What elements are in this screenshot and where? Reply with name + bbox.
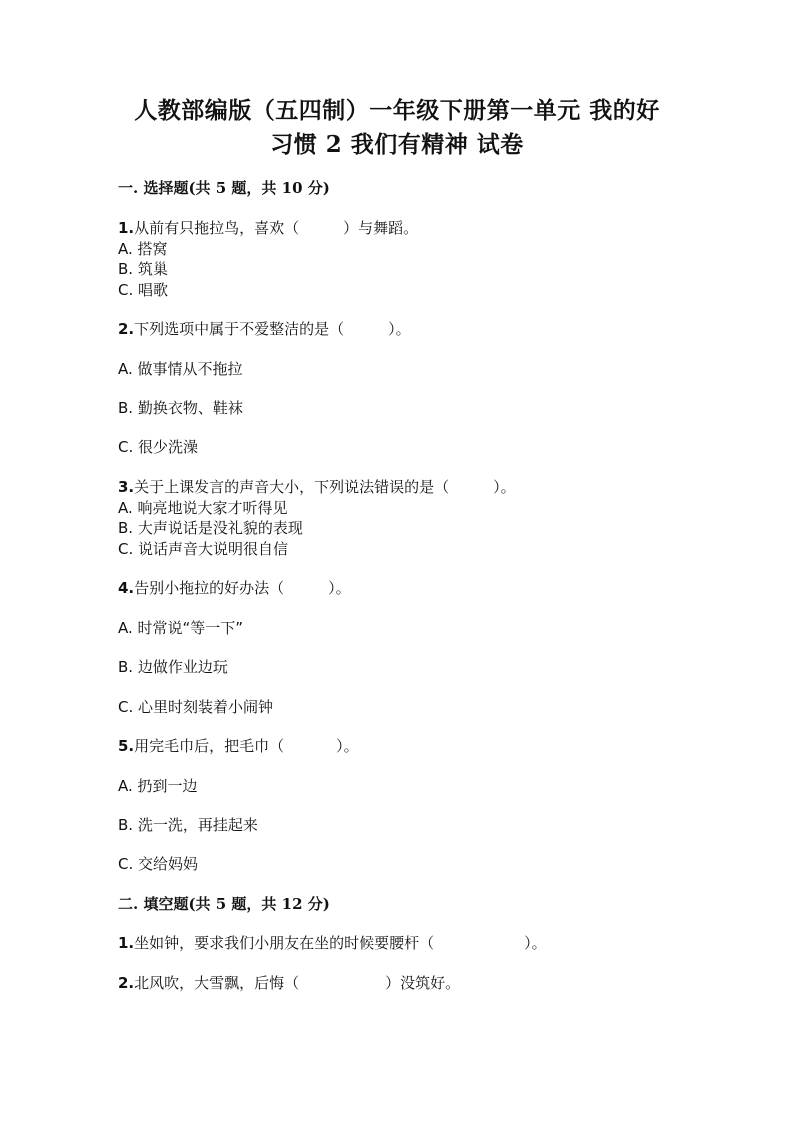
- option-c: C. 心里时刻装着小闹钟: [118, 698, 274, 716]
- question-text: 坐如钟，要求我们小朋友在坐的时候要腰杆（: [134, 934, 435, 952]
- option-c: C. 说话声音大说明很自信: [118, 540, 289, 558]
- question-stem: [118, 933, 547, 953]
- option-a: A. 扔到一边: [118, 777, 198, 795]
- question-text: 北风吹，大雪飘，后悔（: [134, 974, 300, 992]
- option-a: A. 搭窝: [118, 240, 168, 258]
- question-text-end: ）。: [493, 478, 516, 496]
- option-c: C. 交给妈妈: [118, 855, 199, 873]
- option-b: B. 边做作业边玩: [118, 658, 228, 676]
- option-a: A. 时常说“等一下”: [118, 619, 244, 637]
- question-number: 1.: [118, 934, 135, 952]
- question-text-end: ）。: [524, 934, 547, 952]
- question-text-end: ）没筑好。: [385, 974, 461, 992]
- question-text: 从前有只拖拉鸟，喜欢（: [134, 219, 300, 237]
- question-stem: [118, 578, 351, 598]
- question-text: 用完毛巾后，把毛巾（: [134, 737, 285, 755]
- question-text: 告别小拖拉的好办法（: [134, 579, 285, 597]
- option-b: B. 勤换衣物、鞋袜: [118, 399, 243, 417]
- question-text: 下列选项中属于不爱整洁的是（: [134, 320, 345, 338]
- question-text-end: ）。: [328, 579, 351, 597]
- option-c: C. 唱歌: [118, 281, 169, 299]
- option-a: A. 做事情从不拖拉: [118, 360, 243, 378]
- question-number: 1.: [118, 219, 135, 237]
- option-b: B. 筑巢: [118, 260, 168, 278]
- question-text: 关于上课发言的声音大小，下列说法错误的是（: [134, 478, 450, 496]
- question-stem: [118, 218, 418, 238]
- exam-title-line-2: 习惯 2 我们有精神 试卷: [270, 131, 524, 158]
- option-b: B. 洗一洗，再挂起来: [118, 816, 258, 834]
- question-text-end: ）。: [388, 320, 411, 338]
- section-heading-fill-in: 二. 填空题(共 5 题，共 12 分): [118, 895, 330, 913]
- question-stem: [118, 319, 411, 339]
- option-c: C. 很少洗澡: [118, 438, 199, 456]
- question-number: 5.: [118, 737, 135, 755]
- exam-title-line-1: 人教部编版（五四制）一年级下册第一单元 我的好: [134, 97, 660, 124]
- question-number: 2.: [118, 320, 135, 338]
- question-stem: [118, 736, 359, 756]
- section-heading-multiple-choice: 一. 选择题(共 5 题，共 10 分): [118, 179, 330, 197]
- option-a: A. 响亮地说大家才听得见: [118, 499, 288, 517]
- question-number: 4.: [118, 579, 135, 597]
- question-number: 3.: [118, 478, 135, 496]
- question-text-end: ）与舞蹈。: [343, 219, 419, 237]
- question-stem: [118, 477, 516, 497]
- question-stem: [118, 973, 460, 993]
- question-text-end: ）。: [336, 737, 359, 755]
- question-number: 2.: [118, 974, 135, 992]
- option-b: B. 大声说话是没礼貌的表现: [118, 519, 303, 537]
